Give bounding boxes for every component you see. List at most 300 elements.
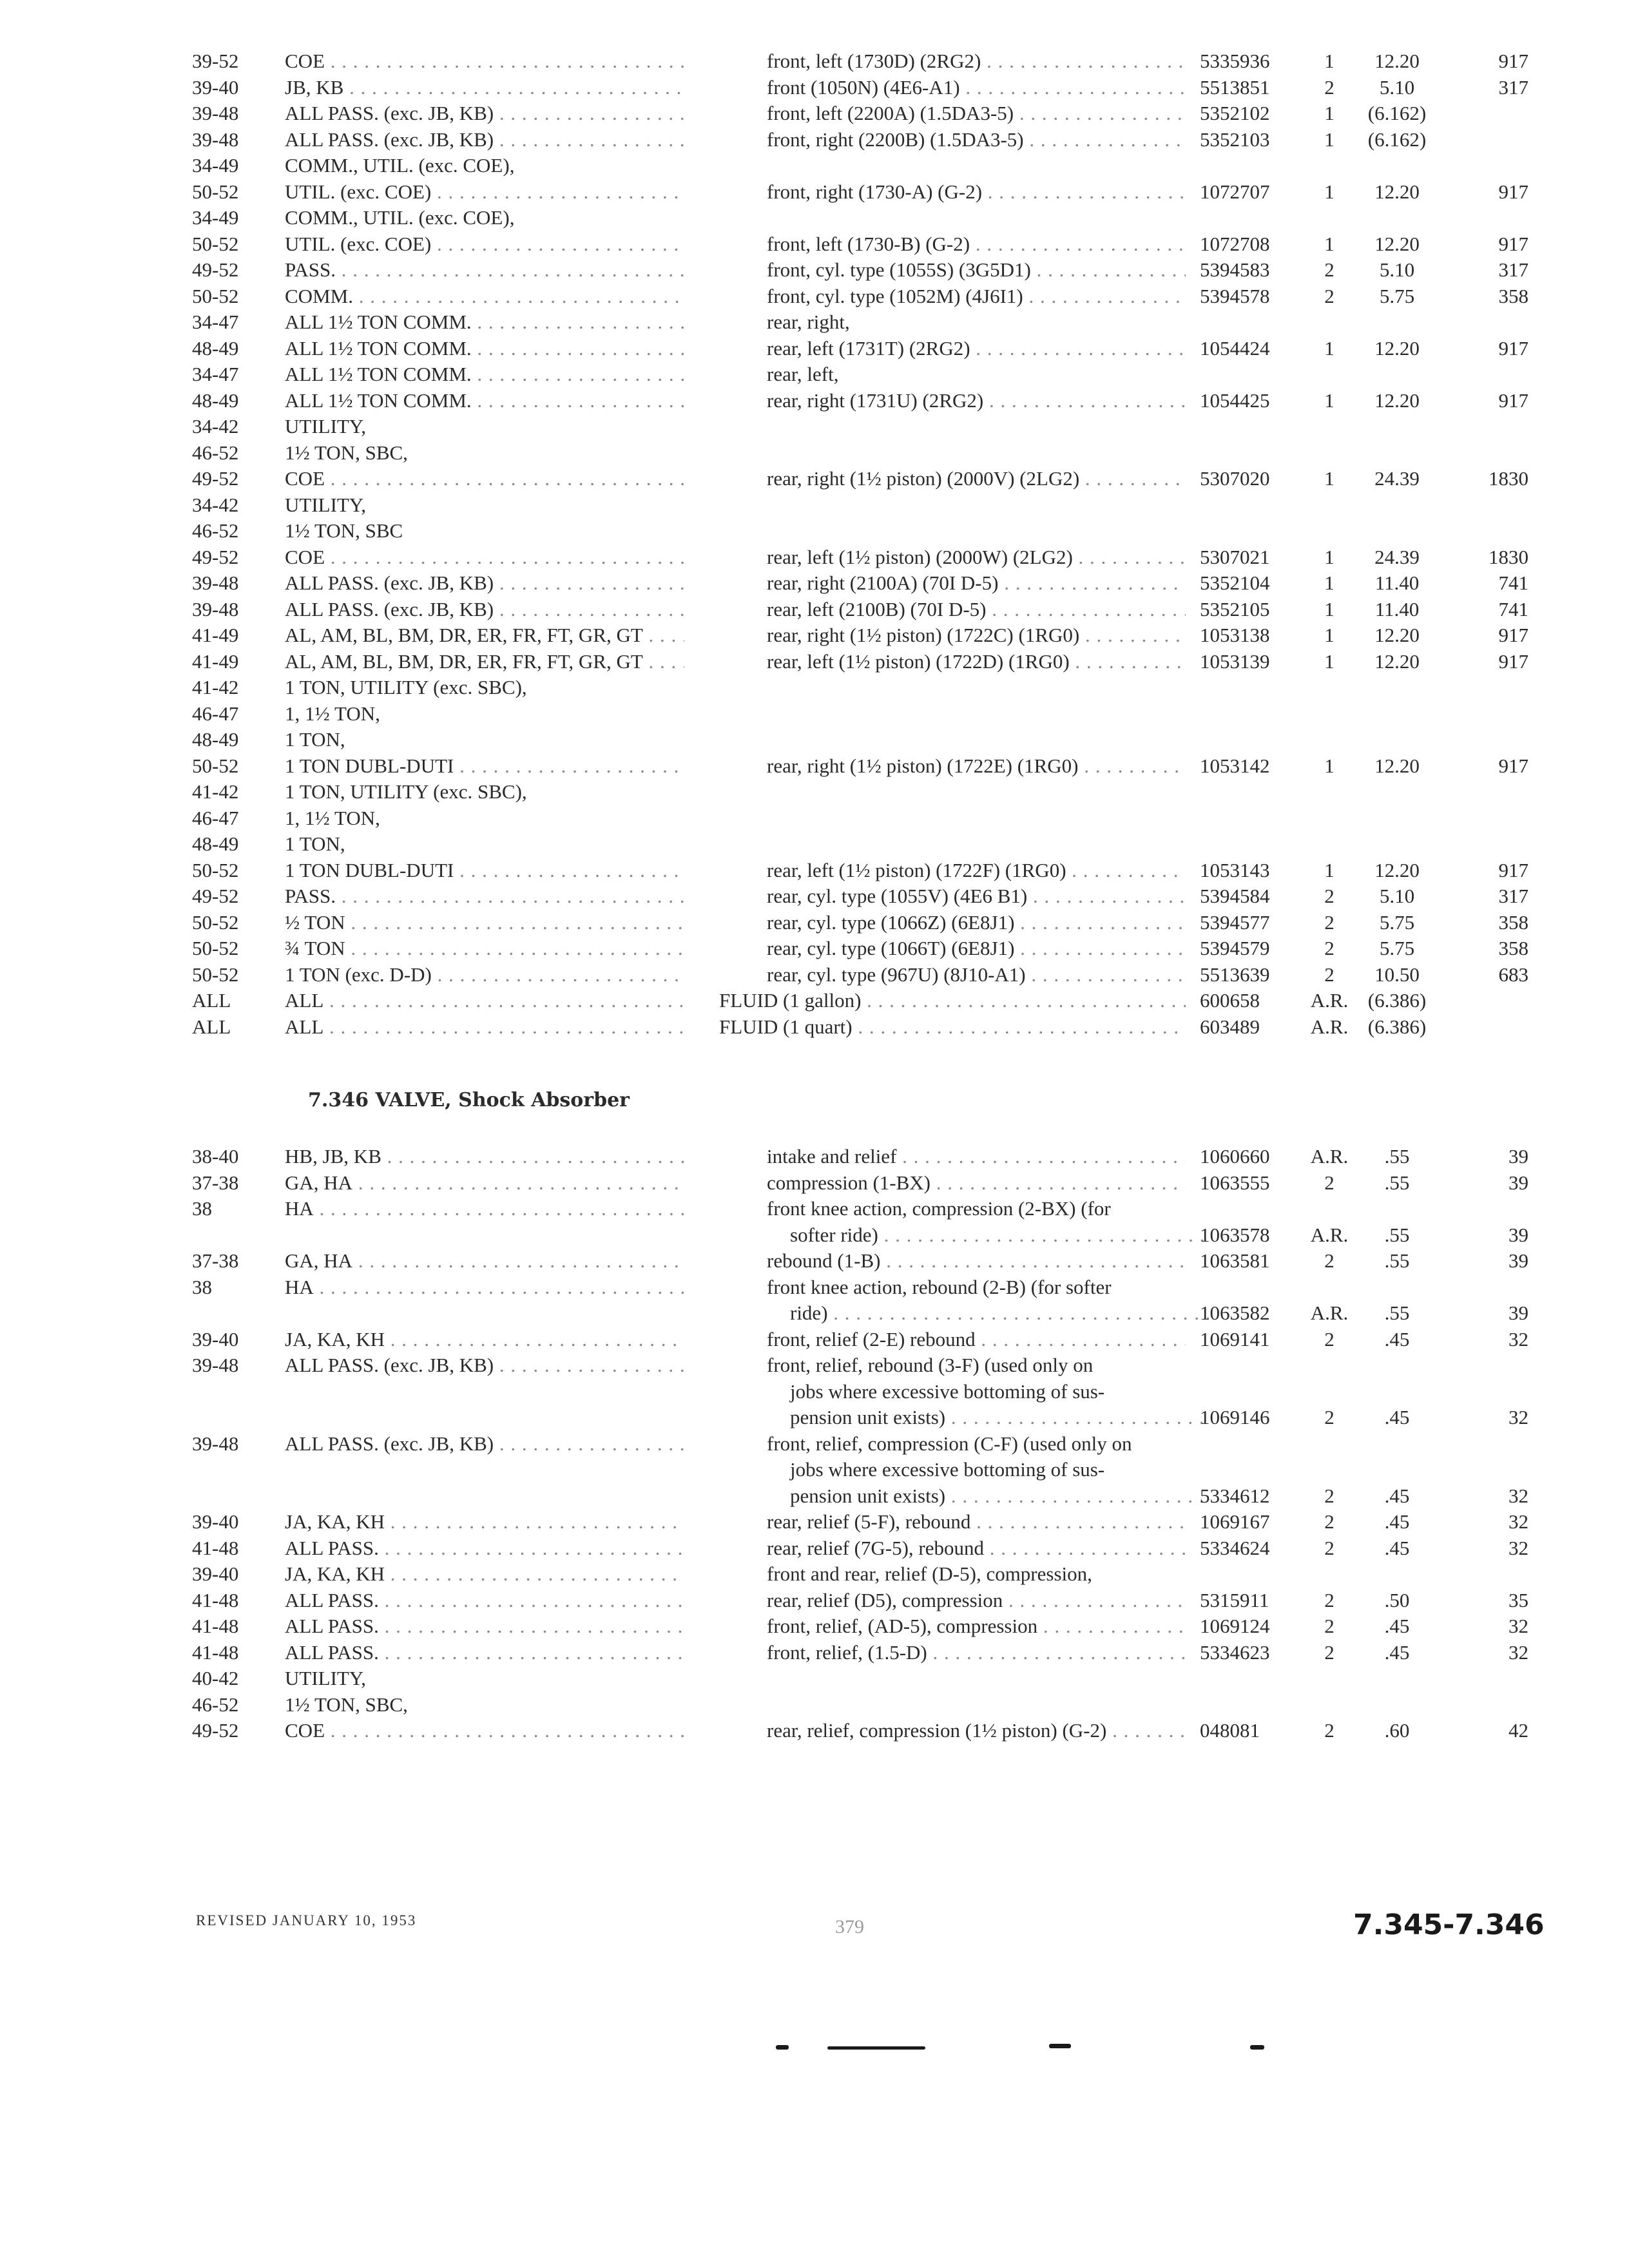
table-row (0, 779, 1629, 805)
description-cell: rear, cyl. type (1066Z) (6E8J1) . . . (767, 910, 1186, 936)
price-cell: 12.20 (1374, 180, 1420, 203)
description-cell: rear, left, (767, 363, 839, 385)
years-cell: 39-48 (192, 102, 239, 124)
models-cell: 1 TON DUBL-DUTI . . . (285, 858, 684, 883)
part-number-cell: 1063581 (1200, 1249, 1270, 1272)
description-cell: rear, left (1½ piston) (2000W) (2LG2) . . . (767, 544, 1186, 570)
table-row (0, 1561, 1629, 1587)
table-row (0, 1248, 1629, 1274)
quantity-cell: 2 (1324, 1406, 1335, 1428)
years-cell: 39-48 (192, 597, 239, 620)
years-cell: 38 (192, 1197, 212, 1220)
models-cell: JB, KB . . . (285, 75, 684, 101)
models-cell: ALL . . . (285, 988, 684, 1014)
part-number-cell: 5352105 (1200, 597, 1270, 620)
part-number-cell: 5394577 (1200, 910, 1270, 934)
price-cell: (6.386) (1367, 989, 1427, 1012)
models-cell: ALL PASS. (exc. JB, KB) . . . (285, 1431, 684, 1457)
description-cell: front, cyl. type (1055S) (3G5D1) . . . (767, 257, 1186, 283)
models-cell: 1 TON, (285, 832, 345, 855)
description-cell: front, left (2200A) (1.5DA3-5) . . . (767, 101, 1186, 126)
group-number-cell: 39 (1509, 1145, 1528, 1168)
years-cell: 34-47 (192, 363, 239, 385)
quantity-cell: 2 (1324, 1719, 1335, 1742)
models-cell: JA, KA, KH . . . (285, 1327, 684, 1352)
quantity-cell: 2 (1324, 1615, 1335, 1637)
years-cell: 49-52 (192, 1719, 239, 1742)
scan-mark (776, 2045, 789, 2050)
years-cell: 46-47 (192, 806, 239, 829)
group-number-cell: 358 (1498, 937, 1528, 959)
scan-mark (827, 2046, 925, 2050)
price-cell: 12.20 (1374, 624, 1420, 646)
quantity-cell: 1 (1324, 572, 1335, 594)
table-row (0, 753, 1629, 779)
price-cell: 11.40 (1374, 597, 1420, 620)
years-cell: 38-40 (192, 1145, 239, 1168)
group-number-cell: 1830 (1489, 467, 1528, 490)
part-number-cell: 1053142 (1200, 754, 1270, 777)
years-cell: 50-52 (192, 754, 239, 777)
description-cell: rear, relief (D5), compression . . . (767, 1588, 1186, 1613)
years-cell: 50-52 (192, 937, 239, 959)
models-cell: COMM., UTIL. (exc. COE), (285, 206, 515, 229)
description-cell: rear, relief (7G-5), rebound . . . (767, 1535, 1186, 1561)
years-cell: 50-52 (192, 963, 239, 986)
years-cell: 46-52 (192, 519, 239, 542)
years-cell: 49-52 (192, 258, 239, 281)
quantity-cell: 2 (1324, 885, 1335, 907)
table-row (0, 570, 1629, 596)
table-row (0, 492, 1629, 518)
quantity-cell: 1 (1324, 649, 1335, 673)
models-cell: UTIL. (exc. COE) . . . (285, 231, 684, 257)
years-cell: 39-48 (192, 1432, 239, 1455)
years-cell: 39-40 (192, 1327, 239, 1350)
price-cell: 5.10 (1379, 75, 1415, 99)
group-number-cell: 917 (1498, 649, 1528, 673)
price-cell: 5.10 (1379, 258, 1415, 281)
table-row (0, 205, 1629, 231)
description-cell: rear, relief (5-F), rebound . . . (767, 1509, 1186, 1535)
group-number-cell: 32 (1509, 1327, 1528, 1350)
description-cell: rear, right (1731U) (2RG2) . . . (767, 388, 1186, 414)
years-cell: 49-52 (192, 467, 239, 490)
part-number-cell: 5394584 (1200, 885, 1270, 907)
table-row (0, 388, 1629, 414)
part-number-cell: 1069146 (1200, 1406, 1270, 1428)
part-number-cell: 1072707 (1200, 180, 1270, 203)
years-cell: 46-52 (192, 441, 239, 464)
quantity-cell: 1 (1324, 50, 1335, 72)
years-cell: 50-52 (192, 232, 239, 255)
price-cell: 24.39 (1374, 545, 1420, 568)
description-cell: compression (1-BX) . . . (767, 1170, 1186, 1196)
years-cell: 34-42 (192, 415, 239, 437)
group-number-cell: 317 (1498, 885, 1528, 907)
models-cell: ALL PASS. (exc. JB, KB) . . . (285, 127, 684, 153)
models-cell: 1½ TON, SBC, (285, 441, 408, 464)
quantity-cell: 2 (1324, 963, 1335, 986)
years-cell: 48-49 (192, 832, 239, 855)
models-cell: ½ TON . . . (285, 910, 684, 936)
models-cell: ALL PASS. (exc. JB, KB) . . . (285, 101, 684, 126)
years-cell: 49-52 (192, 885, 239, 907)
table-row (0, 1613, 1629, 1639)
group-number-cell: 917 (1498, 858, 1528, 881)
price-cell: .55 (1384, 1145, 1410, 1168)
group-number-cell: 683 (1498, 963, 1528, 986)
years-cell: 49-52 (192, 545, 239, 568)
models-cell: GA, HA . . . (285, 1248, 684, 1274)
description-cell: pension unit exists) . . . (767, 1483, 1209, 1509)
table-row (0, 75, 1629, 101)
group-number-cell: 317 (1498, 75, 1528, 99)
part-number-cell: 5394579 (1200, 937, 1270, 959)
part-number-cell: 5334623 (1200, 1640, 1270, 1664)
price-cell: 12.20 (1374, 50, 1420, 72)
quantity-cell: 2 (1324, 1536, 1335, 1559)
price-cell: .45 (1384, 1536, 1410, 1559)
quantity-cell: A.R. (1310, 989, 1349, 1012)
table-row (0, 1666, 1629, 1691)
part-number-cell: 5307020 (1200, 467, 1270, 490)
group-number-cell: 39 (1509, 1171, 1528, 1194)
group-number-cell: 35 (1509, 1588, 1528, 1611)
models-cell: UTILITY, (285, 493, 366, 516)
part-number-cell: 1063582 (1200, 1302, 1270, 1324)
table-row (0, 1431, 1629, 1457)
years-cell: 50-52 (192, 858, 239, 881)
description-cell: front, relief, (1.5-D) . . . (767, 1640, 1186, 1666)
description-cell: front knee action, compression (2-BX) (for (767, 1197, 1111, 1220)
models-cell: COE . . . (285, 544, 684, 570)
scan-mark (1250, 2045, 1264, 2050)
description-cell: front (1050N) (4E6-A1) . . . (767, 75, 1186, 101)
years-cell: 48-49 (192, 389, 239, 412)
price-cell: .55 (1384, 1249, 1410, 1272)
description-cell: front, relief, (AD-5), compression . . . (767, 1613, 1186, 1639)
years-cell: 50-52 (192, 284, 239, 307)
group-number-cell: 32 (1509, 1406, 1528, 1428)
models-cell: ALL 1½ TON COMM. . . . (285, 388, 684, 414)
price-cell: .55 (1384, 1171, 1410, 1194)
part-number-cell: 5394578 (1200, 284, 1270, 307)
models-cell: 1 TON DUBL-DUTI . . . (285, 753, 684, 779)
section-heading-7-346: 7.346 VALVE, Shock Absorber (308, 1089, 630, 1111)
table-row (0, 831, 1629, 857)
part-number-cell: 5513851 (1200, 75, 1270, 99)
years-cell: 41-42 (192, 780, 239, 803)
table-row (0, 309, 1629, 335)
quantity-cell: 2 (1324, 1171, 1335, 1194)
table-row (0, 1692, 1629, 1718)
description-cell: front, cyl. type (1052M) (4J6I1) . . . (767, 284, 1186, 309)
models-cell: ALL PASS. (exc. JB, KB) . . . (285, 570, 684, 596)
years-cell: 39-52 (192, 50, 239, 72)
years-cell: 41-49 (192, 649, 239, 673)
models-cell: HA . . . (285, 1274, 684, 1300)
part-number-cell: 5334612 (1200, 1484, 1270, 1507)
group-number-cell: 39 (1509, 1249, 1528, 1272)
description-cell: front, left (1730D) (2RG2) . . . (767, 48, 1186, 74)
quantity-cell: 2 (1324, 910, 1335, 934)
group-number-cell: 741 (1498, 597, 1528, 620)
description-cell: ride) . . . (767, 1300, 1209, 1326)
years-cell: 34-47 (192, 311, 239, 333)
part-number-cell: 5334624 (1200, 1536, 1270, 1559)
group-number-cell: 917 (1498, 180, 1528, 203)
table-row (0, 622, 1629, 648)
models-cell: 1, 1½ TON, (285, 806, 380, 829)
quantity-cell: 1 (1324, 467, 1335, 490)
price-cell: .45 (1384, 1327, 1410, 1350)
description-cell: front, relief (2-E) rebound . . . (767, 1327, 1186, 1352)
years-cell: 37-38 (192, 1249, 239, 1272)
description-cell: rear, left (1½ piston) (1722F) (1RG0) . . . (767, 858, 1186, 883)
models-cell: 1 TON, (285, 728, 345, 751)
table-row (0, 544, 1629, 570)
price-cell: (6.162) (1367, 128, 1427, 151)
quantity-cell: 2 (1324, 284, 1335, 307)
years-cell: 41-48 (192, 1588, 239, 1611)
quantity-cell: 1 (1324, 858, 1335, 881)
quantity-cell: 2 (1324, 1249, 1335, 1272)
group-number-cell: 32 (1509, 1536, 1528, 1559)
models-cell: COE . . . (285, 1718, 684, 1744)
years-cell: 37-38 (192, 1171, 239, 1194)
group-number-cell: 32 (1509, 1615, 1528, 1637)
group-number-cell: 358 (1498, 910, 1528, 934)
price-cell: (6.162) (1367, 102, 1427, 124)
price-cell: .45 (1384, 1406, 1410, 1428)
quantity-cell: 2 (1324, 1588, 1335, 1611)
models-cell: PASS. . . . (285, 883, 684, 909)
years-cell: 50-52 (192, 910, 239, 934)
table-row (0, 414, 1629, 439)
years-cell: 41-48 (192, 1640, 239, 1664)
group-number-cell: 917 (1498, 336, 1528, 360)
description-cell: rear, right (1½ piston) (1722E) (1RG0) . . . (767, 753, 1186, 779)
group-number-cell: 317 (1498, 258, 1528, 281)
price-cell: (6.386) (1367, 1015, 1427, 1038)
table-row (0, 518, 1629, 544)
table-row (0, 127, 1629, 153)
quantity-cell: A.R. (1310, 1223, 1349, 1246)
years-cell: 41-42 (192, 676, 239, 698)
table-row (0, 1196, 1629, 1222)
price-cell: .45 (1384, 1615, 1410, 1637)
price-cell: .55 (1384, 1223, 1410, 1246)
part-number-cell: 1054425 (1200, 389, 1270, 412)
group-number-cell: 917 (1498, 232, 1528, 255)
models-cell: ALL 1½ TON COMM. . . . (285, 336, 684, 361)
years-cell: 46-47 (192, 702, 239, 725)
models-cell: ALL PASS. . . . (285, 1613, 684, 1639)
quantity-cell: 2 (1324, 1640, 1335, 1664)
part-number-cell: 603489 (1200, 1015, 1260, 1038)
models-cell: COMM. . . . (285, 284, 684, 309)
years-cell: 41-49 (192, 624, 239, 646)
quantity-cell: A.R. (1310, 1302, 1349, 1324)
part-number-cell: 1069167 (1200, 1510, 1270, 1533)
description-cell: rear, left (1½ piston) (1722D) (1RG0) . . . (767, 649, 1186, 675)
years-cell: 48-49 (192, 336, 239, 360)
models-cell: 1½ TON, SBC (285, 519, 403, 542)
models-cell: UTILITY, (285, 415, 366, 437)
part-number-cell: 048081 (1200, 1719, 1260, 1742)
quantity-cell: 1 (1324, 389, 1335, 412)
part-number-cell: 1053138 (1200, 624, 1270, 646)
models-cell: ALL PASS. . . . (285, 1588, 684, 1613)
page-number: 379 (835, 1916, 864, 1937)
group-number-cell: 917 (1498, 50, 1528, 72)
quantity-cell: 1 (1324, 754, 1335, 777)
quantity-cell: 2 (1324, 937, 1335, 959)
table-row (0, 1405, 1629, 1430)
part-number-cell: 5307021 (1200, 545, 1270, 568)
models-cell: COE . . . (285, 48, 684, 74)
years-cell: 46-52 (192, 1693, 239, 1716)
models-cell: UTIL. (exc. COE) . . . (285, 179, 684, 205)
price-cell: .45 (1384, 1484, 1410, 1507)
price-cell: .55 (1384, 1302, 1410, 1324)
price-cell: .45 (1384, 1510, 1410, 1533)
models-cell: 1, 1½ TON, (285, 702, 380, 725)
models-cell: UTILITY, (285, 1667, 366, 1689)
group-number-cell: 32 (1509, 1510, 1528, 1533)
table-row (0, 1222, 1629, 1248)
part-number-cell: 1054424 (1200, 336, 1270, 360)
part-number-cell: 600658 (1200, 989, 1260, 1012)
part-number-cell: 5352103 (1200, 128, 1270, 151)
price-cell: 10.50 (1374, 963, 1420, 986)
description-cell: rear, left (2100B) (70I D-5) . . . (767, 597, 1186, 622)
price-cell: .45 (1384, 1640, 1410, 1664)
models-cell: 1 TON (exc. D-D) . . . (285, 962, 684, 988)
table-row (0, 936, 1629, 961)
description-cell: rear, left (1731T) (2RG2) . . . (767, 336, 1186, 361)
table-row (0, 48, 1629, 74)
table-row (0, 101, 1629, 126)
models-cell: AL, AM, BL, BM, DR, ER, FR, FT, GR, GT . . . (285, 649, 684, 675)
table-row (0, 231, 1629, 257)
description-cell: front, right (1730-A) (G-2) . . . (767, 179, 1186, 205)
price-cell: 5.75 (1379, 937, 1415, 959)
description-cell: front, left (1730-B) (G-2) . . . (767, 231, 1186, 257)
description-cell: pension unit exists) . . . (767, 1405, 1209, 1430)
description-cell: rear, relief, compression (1½ piston) (G-2) . . . (767, 1718, 1186, 1744)
description-cell: front knee action, rebound (2-B) (for softer (767, 1275, 1112, 1298)
description-cell: front, relief, rebound (3-F) (used only on (767, 1354, 1094, 1376)
price-cell: 5.75 (1379, 910, 1415, 934)
part-number-cell: 1069124 (1200, 1615, 1270, 1637)
years-cell: 39-40 (192, 1510, 239, 1533)
part-number-cell: 1063578 (1200, 1223, 1270, 1246)
group-number-cell: 917 (1498, 754, 1528, 777)
models-cell: GA, HA . . . (285, 1170, 684, 1196)
table-row (0, 1352, 1629, 1378)
table-row (0, 1300, 1629, 1326)
table-row (0, 962, 1629, 988)
table-row (0, 1327, 1629, 1352)
price-cell: 5.75 (1379, 284, 1415, 307)
group-number-cell: 42 (1509, 1719, 1528, 1742)
models-cell: ALL 1½ TON COMM. . . . (285, 309, 684, 335)
years-cell: ALL (192, 989, 231, 1012)
part-number-cell: 5513639 (1200, 963, 1270, 986)
price-cell: 24.39 (1374, 467, 1420, 490)
years-cell: 39-48 (192, 1354, 239, 1376)
table-row (0, 675, 1629, 700)
table-row (0, 1483, 1629, 1509)
table-row (0, 858, 1629, 883)
table-row (0, 1588, 1629, 1613)
part-number-cell: 1069141 (1200, 1327, 1270, 1350)
part-number-cell: 5315911 (1200, 1588, 1269, 1611)
quantity-cell: 1 (1324, 232, 1335, 255)
models-cell: COMM., UTIL. (exc. COE), (285, 154, 515, 177)
quantity-cell: 2 (1324, 75, 1335, 99)
models-cell: 1 TON, UTILITY (exc. SBC), (285, 780, 527, 803)
models-cell: HB, JB, KB . . . (285, 1144, 684, 1169)
table-row (0, 257, 1629, 283)
table-row (0, 805, 1629, 831)
years-cell: 34-49 (192, 154, 239, 177)
group-number-cell: 39 (1509, 1223, 1528, 1246)
years-cell: 48-49 (192, 728, 239, 751)
quantity-cell: 1 (1324, 597, 1335, 620)
description-cell: FLUID (1 quart) . . . (719, 1014, 1186, 1040)
quantity-cell: 1 (1324, 545, 1335, 568)
table-row (0, 597, 1629, 622)
models-cell: ALL 1½ TON COMM. . . . (285, 361, 684, 387)
description-cell: jobs where excessive bottoming of sus- (790, 1379, 1105, 1403)
table-row (0, 988, 1629, 1014)
group-number-cell: 1830 (1489, 545, 1528, 568)
price-cell: 11.40 (1374, 572, 1420, 594)
table-row (0, 910, 1629, 936)
years-cell: 40-42 (192, 1667, 239, 1689)
table-row (0, 727, 1629, 753)
price-cell: 12.20 (1374, 649, 1420, 673)
models-cell: ALL PASS. (exc. JB, KB) . . . (285, 1352, 684, 1378)
years-cell: ALL (192, 1015, 231, 1038)
quantity-cell: 1 (1324, 128, 1335, 151)
group-number-cell: 741 (1498, 572, 1528, 594)
quantity-cell: A.R. (1310, 1015, 1349, 1038)
group-number-cell: 917 (1498, 624, 1528, 646)
group-number-cell: 32 (1509, 1484, 1528, 1507)
revised-date: REVISED JANUARY 10, 1953 (196, 1912, 417, 1928)
models-cell: ALL PASS. . . . (285, 1535, 684, 1561)
price-cell: 12.20 (1374, 232, 1420, 255)
description-cell: intake and relief . . . (767, 1144, 1186, 1169)
table-row (0, 179, 1629, 205)
models-cell: ALL PASS. . . . (285, 1640, 684, 1666)
description-cell: FLUID (1 gallon) . . . (719, 988, 1186, 1014)
table-row (0, 649, 1629, 675)
price-cell: .60 (1384, 1719, 1410, 1742)
models-cell: ALL PASS. (exc. JB, KB) . . . (285, 597, 684, 622)
table-row (0, 1457, 1629, 1483)
models-cell: COE . . . (285, 466, 684, 492)
table-row (0, 153, 1629, 178)
table-row (0, 440, 1629, 466)
table-row (0, 1509, 1629, 1535)
years-cell: 50-52 (192, 180, 239, 203)
description-cell: rear, right (2100A) (70I D-5) . . . (767, 570, 1186, 596)
